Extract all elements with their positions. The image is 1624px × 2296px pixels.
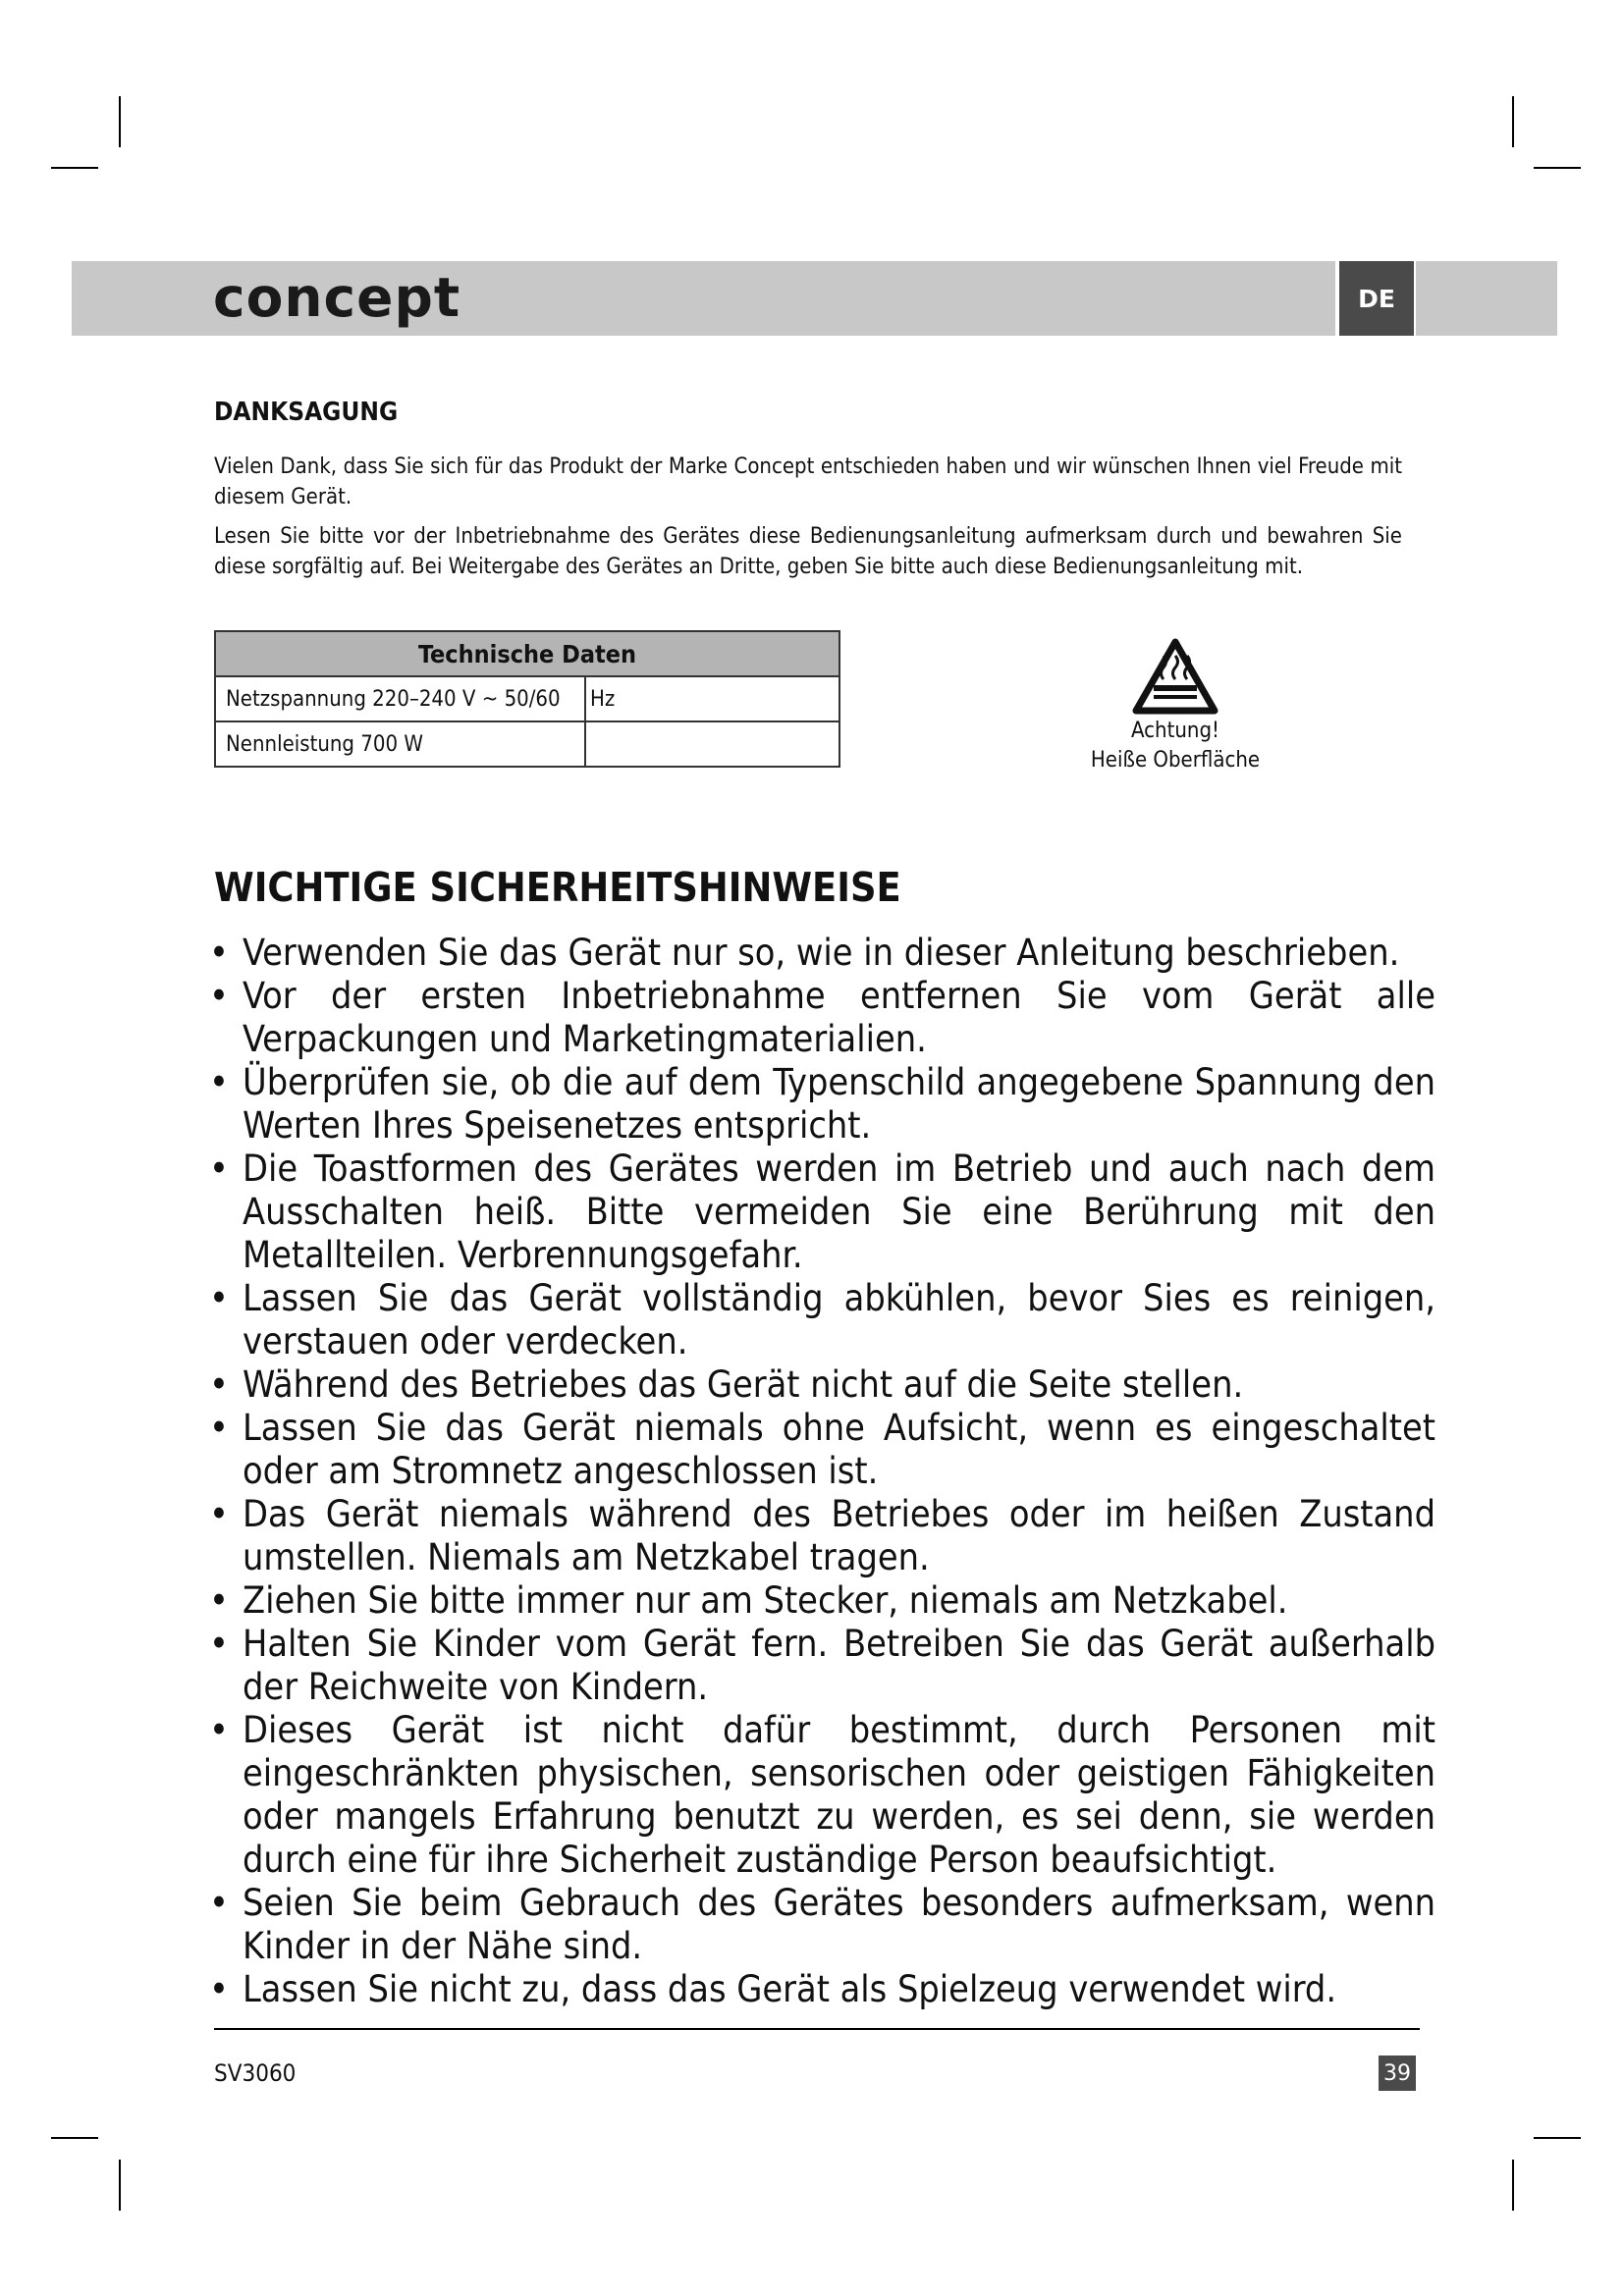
bullet: • [209,1276,229,1319]
list-item [206,1967,1435,2010]
safety-list [206,931,1435,2010]
list-item-text: Seien Sie beim Gebrauch des Gerätes besonders aufmerksam, wenn Kinder in der Nähe sind. [243,1881,1435,1967]
list-item-text: Lassen Sie das Gerät vollständig abkühlen, bevor Sies es reinigen, verstauen oder verdecken. [243,1276,1435,1362]
bullet: • [209,1362,229,1406]
list-item [206,1622,1435,1708]
bullet: • [209,1147,229,1190]
list-item-text: Überprüfen sie, ob die auf dem Typenschild angegebene Spannung den Werten Ihres Speisenetzes entspricht. [243,1060,1435,1147]
bullet: • [209,1406,229,1449]
intro-paragraph: Vielen Dank, dass Sie sich für das Produkt der Marke Concept entschieden haben und wir wünschen Ihnen viel Freude mit diesem Gerät. [214,454,1402,509]
bullet: • [209,974,229,1017]
page-number: 39 [1379,2056,1416,2091]
table-cell: Netzspannung 220–240 V ~ 50/60 [215,676,585,721]
list-item-text: Lassen Sie nicht zu, dass das Gerät als Spielzeug verwendet wird. [243,1967,1337,2010]
crop-mark [1534,167,1581,169]
table-cell: Hz [585,676,839,721]
intro-heading: DANKSAGUNG [214,398,399,427]
intro-paragraph: Lesen Sie bitte vor der Inbetriebnahme des Gerätes diese Bedienungsanleitung aufmerksam durch und bewahren Sie diese sorgfältig auf. Bei Weitergabe des Gerätes an Dritte, geben Sie bitte auch diese Bedienungsanleitung mit. [214,524,1402,579]
list-item-text: Die Toastformen des Gerätes werden im Betrieb und auch nach dem Ausschalten heiß. Bitte vermeiden Sie eine Berührung mit den Metallteilen. Verbrennungsgefahr. [243,1147,1435,1276]
bullet: • [209,1492,229,1535]
list-item [206,1276,1435,1362]
list-item [206,1147,1435,1276]
bullet: • [209,931,229,974]
list-item [206,974,1435,1060]
list-item [206,1060,1435,1147]
hot-surface-warning-icon [1130,636,1220,717]
list-item-text: Verwenden Sie das Gerät nur so, wie in dieser Anleitung beschrieben. [243,931,1400,974]
warning-title: Achtung! [1131,719,1219,743]
list-item [206,1578,1435,1622]
crop-mark [119,96,121,147]
crop-mark [1512,96,1514,147]
list-item-text: Vor der ersten Inbetriebnahme entfernen Sie vom Gerät alle Verpackungen und Marketingmaterialien. [243,974,1435,1060]
bullet: • [209,1060,229,1103]
crop-mark [51,167,98,169]
bullet: • [209,1708,229,1751]
crop-mark [51,2137,98,2139]
list-item [206,1406,1435,1492]
bullet: • [209,1622,229,1665]
warning-text: Heiße Oberfläche [1090,748,1261,773]
spec-table [214,630,840,768]
list-item-text: Halten Sie Kinder vom Gerät fern. Betreiben Sie das Gerät außerhalb der Reichweite von Kindern. [243,1622,1435,1708]
bullet: • [209,1578,229,1622]
list-item [206,1881,1435,1967]
list-item-text: Während des Betriebes das Gerät nicht auf die Seite stellen. [243,1362,1244,1406]
list-item [206,1492,1435,1578]
footer-divider [214,2028,1420,2030]
language-badge: DE [1339,261,1414,336]
list-item-text: Das Gerät niemals während des Betriebes oder im heißen Zustand umstellen. Niemals am Netzkabel tragen. [243,1492,1435,1578]
spec-table-header-row [215,631,839,676]
table-row [215,676,839,721]
crop-mark [1512,2160,1514,2211]
list-item [206,1708,1435,1881]
safety-heading: WICHTIGE SICHERHEITSHINWEISE [214,864,901,911]
list-item-text: Lassen Sie das Gerät niemals ohne Aufsicht, wenn es eingeschaltet oder am Stromnetz angeschlossen ist. [243,1406,1435,1492]
table-row [215,721,839,767]
list-item-text: Dieses Gerät ist nicht dafür bestimmt, durch Personen mit eingeschränkten physischen, sensorischen oder geistigen Fähigkeiten oder mangels Erfahrung benutzt zu werden, es sei denn, sie werden durch eine für ihre Sicherheit zuständige Person beaufsichtigt. [243,1708,1435,1881]
list-item-text: Ziehen Sie bitte immer nur am Stecker, niemals am Netzkabel. [243,1578,1288,1622]
bullet: • [209,1881,229,1924]
bullet: • [209,1967,229,2010]
table-cell [585,721,839,767]
list-item [206,1362,1435,1406]
spec-table-title: Technische Daten [215,631,839,676]
hot-surface-warning [1023,636,1327,775]
list-item [206,931,1435,974]
table-cell: Nennleistung 700 W [215,721,585,767]
crop-mark [1534,2137,1581,2139]
model-number: SV3060 [214,2059,297,2087]
crop-mark [119,2160,121,2211]
header-bar-end [1416,261,1557,336]
brand-logo: concept [213,266,461,329]
